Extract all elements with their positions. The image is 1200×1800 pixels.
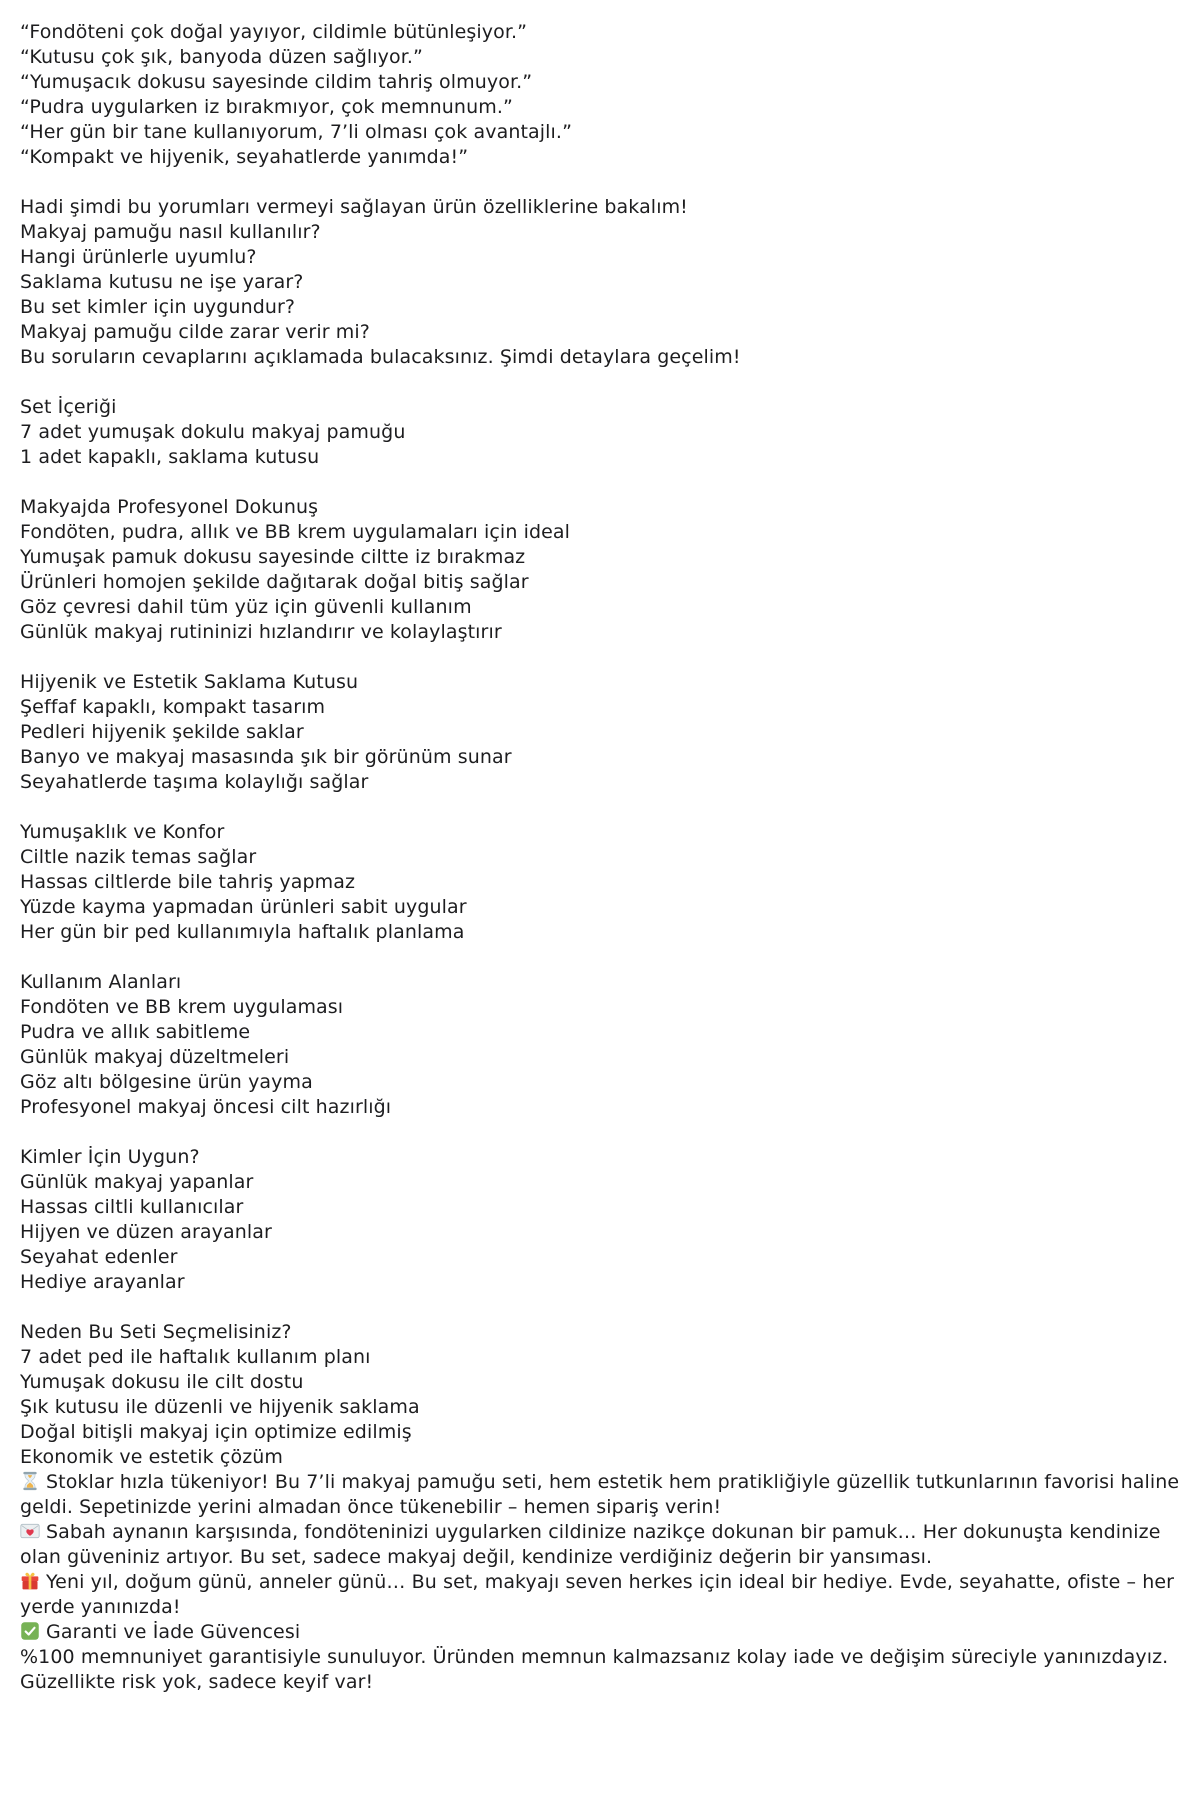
text-line: Hassas ciltlerde bile tahriş yapmaz xyxy=(20,871,356,893)
section-heading: Kimler İçin Uygun? xyxy=(20,1146,200,1168)
section-kullanim-alanlari xyxy=(20,970,1180,1120)
text-line: Şık kutusu ile düzenli ve hijyenik saklama xyxy=(20,1396,420,1418)
text-line: Hassas ciltli kullanıcılar xyxy=(20,1196,244,1218)
text-line: Yüzde kayma yapmadan ürünleri sabit uygular xyxy=(20,896,467,918)
paragraph-emotional-appeal xyxy=(20,1520,1180,1570)
paragraph-text: Sabah aynanın karşısında, fondöteninizi uygularken cildinize nazikçe dokunan bir pamuk… Her dokunuşta kendinize olan güveniniz artıyor. Bu set, sadece makyaj değil, kendinize verdiğiniz değerin bir yansıması. xyxy=(20,1521,1161,1568)
section-heading: Makyajda Profesyonel Dokunuş xyxy=(20,496,319,518)
gift-icon xyxy=(20,1571,40,1591)
text-line: Profesyonel makyaj öncesi cilt hazırlığı xyxy=(20,1096,392,1118)
section-yumusaklik-ve-konfor xyxy=(20,820,1180,945)
section-heading: Neden Bu Seti Seçmelisiniz? xyxy=(20,1321,292,1343)
text-line: 1 adet kapaklı, saklama kutusu xyxy=(20,446,320,468)
check-icon xyxy=(20,1621,40,1641)
text-line: Banyo ve makyaj masasında şık bir görünüm sunar xyxy=(20,746,512,768)
text-line: Her gün bir ped kullanımıyla haftalık planlama xyxy=(20,921,465,943)
text-line: Doğal bitişli makyaj için optimize edilmiş xyxy=(20,1421,412,1443)
text-line: Yumuşak dokusu ile cilt dostu xyxy=(20,1371,304,1393)
review-quote: “Kompakt ve hijyenik, seyahatlerde yanımda!” xyxy=(20,146,469,168)
text-line: Yumuşak pamuk dokusu sayesinde ciltte iz bırakmaz xyxy=(20,546,526,568)
review-quote: “Fondöteni çok doğal yayıyor, cildimle bütünleşiyor.” xyxy=(20,21,528,43)
text-line: Ciltle nazik temas sağlar xyxy=(20,846,257,868)
paragraph-text: Stoklar hızla tükeniyor! Bu 7’li makyaj pamuğu seti, hem estetik hem pratikliğiyle güzellik tutkunlarının favorisi haline geldi. Sepetinizde yerini almadan önce tükenebilir – hemen sipariş verin! xyxy=(20,1471,1180,1518)
review-quote: “Pudra uygularken iz bırakmıyor, çok memnunum.” xyxy=(20,96,513,118)
paragraph-text: Yeni yıl, doğum günü, anneler günü… Bu set, makyajı seven herkes için ideal bir hediye. Evde, seyahatte, ofiste – her yerde yanınızda! xyxy=(20,1571,1175,1618)
text-line: Fondöten, pudra, allık ve BB krem uygulamaları için ideal xyxy=(20,521,571,543)
paragraph-text: %100 memnuniyet garantisiyle sunuluyor. Üründen memnun kalmazsanız kolay iade ve değişim süreciyle yanınızdayız. Güzellikte risk yok, sadece keyif var! xyxy=(20,1646,1169,1693)
text-line: Makyaj pamuğu cilde zarar verir mi? xyxy=(20,321,370,343)
section-heading: Kullanım Alanları xyxy=(20,971,182,993)
section-heading: Hijyenik ve Estetik Saklama Kutusu xyxy=(20,671,359,693)
text-line: Göz çevresi dahil tüm yüz için güvenli kullanım xyxy=(20,596,472,618)
text-line: Günlük makyaj düzeltmeleri xyxy=(20,1046,290,1068)
paragraph-guarantee-body xyxy=(20,1645,1180,1695)
section-heading: Set İçeriği xyxy=(20,396,117,418)
text-line: Seyahat edenler xyxy=(20,1246,178,1268)
review-quote: “Her gün bir tane kullanıyorum, 7’li olması çok avantajlı.” xyxy=(20,121,573,143)
text-line: Pudra ve allık sabitleme xyxy=(20,1021,251,1043)
text-line: Hadi şimdi bu yorumları vermeyi sağlayan ürün özelliklerine bakalım! xyxy=(20,196,688,218)
text-line: Makyaj pamuğu nasıl kullanılır? xyxy=(20,221,321,243)
section-set-icerigi xyxy=(20,395,1180,470)
text-line: Günlük makyaj rutininizi hızlandırır ve kolaylaştırır xyxy=(20,621,502,643)
section-customer-reviews xyxy=(20,20,1180,170)
paragraph-stock-urgency xyxy=(20,1470,1180,1520)
text-line: Fondöten ve BB krem uygulaması xyxy=(20,996,344,1018)
text-line: Günlük makyaj yapanlar xyxy=(20,1171,254,1193)
review-quote: “Kutusu çok şık, banyoda düzen sağlıyor.” xyxy=(20,46,423,68)
section-heading: Yumuşaklık ve Konfor xyxy=(20,821,225,843)
text-line: 7 adet yumuşak dokulu makyaj pamuğu xyxy=(20,421,406,443)
text-line: Seyahatlerde taşıma kolaylığı sağlar xyxy=(20,771,369,793)
paragraph-guarantee-heading xyxy=(20,1620,1180,1645)
text-line: Bu set kimler için uygundur? xyxy=(20,296,296,318)
text-line: Bu soruların cevaplarını açıklamada bulacaksınız. Şimdi detaylara geçelim! xyxy=(20,346,741,368)
text-line: Ürünleri homojen şekilde dağıtarak doğal bitiş sağlar xyxy=(20,571,529,593)
review-quote: “Yumuşacık dokusu sayesinde cildim tahriş olmuyor.” xyxy=(20,71,533,93)
section-makyajda-profesyonel-dokunus xyxy=(20,495,1180,645)
text-line: Hijyen ve düzen arayanlar xyxy=(20,1221,272,1243)
love-letter-icon xyxy=(20,1521,40,1541)
hourglass-icon xyxy=(20,1471,40,1491)
text-line: Göz altı bölgesine ürün yayma xyxy=(20,1071,313,1093)
text-line: Ekonomik ve estetik çözüm xyxy=(20,1446,284,1468)
paragraph-text: Garanti ve İade Güvencesi xyxy=(46,1621,301,1643)
text-line: 7 adet ped ile haftalık kullanım planı xyxy=(20,1346,371,1368)
section-intro-questions xyxy=(20,195,1180,370)
section-kimler-icin-uygun xyxy=(20,1145,1180,1295)
section-neden-bu-seti-secmelisiniz xyxy=(20,1320,1180,1470)
text-line: Pedleri hijyenik şekilde saklar xyxy=(20,721,304,743)
text-line: Şeffaf kapaklı, kompakt tasarım xyxy=(20,696,326,718)
section-hijyenik-saklama-kutusu xyxy=(20,670,1180,795)
paragraph-gift-idea xyxy=(20,1570,1180,1620)
text-line: Hediye arayanlar xyxy=(20,1271,185,1293)
text-line: Hangi ürünlerle uyumlu? xyxy=(20,246,257,268)
text-line: Saklama kutusu ne işe yarar? xyxy=(20,271,304,293)
